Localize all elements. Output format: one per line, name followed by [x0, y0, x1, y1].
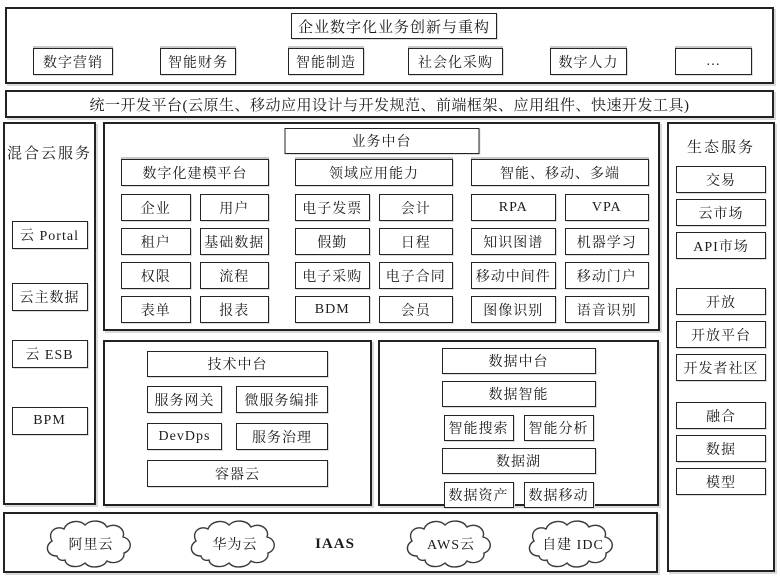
- app-box-digital-hr: 数字人力: [550, 48, 627, 75]
- unified-dev-platform-banner: 统一开发平台(云原生、移动应用设计与开发规范、前端框架、应用组件、快速开发工具): [5, 90, 774, 118]
- cell-attendance: 假勤: [295, 228, 370, 255]
- hybrid-cloud-panel: [3, 122, 96, 505]
- cell-microservice-orchestration: 微服务编排: [236, 386, 328, 413]
- group-row: [121, 194, 269, 221]
- hybrid-cloud-title: 混合云服务: [6, 146, 92, 162]
- tech-midplatform-title: 技术中台: [147, 351, 328, 377]
- intelligent-mobile-group: [471, 159, 649, 330]
- cell-report: 报表: [200, 296, 270, 323]
- eco-services-panel: [667, 122, 775, 572]
- cell-process: 流程: [200, 262, 270, 289]
- cell-mobile-portal: 移动门户: [565, 262, 650, 289]
- data-row: [444, 415, 594, 441]
- cloud-aws: [401, 518, 501, 570]
- cloud-aliyun-label: 阿里云: [68, 538, 114, 553]
- cell-eprocurement: 电子采购: [295, 262, 370, 289]
- group-row: [295, 296, 453, 323]
- cell-data-lake: 数据湖: [442, 448, 596, 474]
- cell-permission: 权限: [121, 262, 191, 289]
- iaas-label: IAAS: [315, 536, 355, 552]
- eco-model-box: 模型: [676, 468, 766, 495]
- group-row: [295, 228, 453, 255]
- group-row: [121, 228, 269, 255]
- eco-open-box: 开放: [676, 288, 766, 315]
- cell-container-cloud: 容器云: [147, 460, 328, 487]
- cell-form: 表单: [121, 296, 191, 323]
- app-box-ellipsis: …: [675, 48, 752, 75]
- cloud-portal-box: 云 Portal: [12, 221, 88, 249]
- business-innovation-panel: [5, 7, 774, 84]
- business-innovation-title: 企业数字化业务创新与重构: [291, 13, 497, 39]
- cell-enterprise: 企业: [121, 194, 191, 221]
- group-row: [471, 228, 649, 255]
- domain-capability-group: [295, 159, 453, 330]
- group-row: [471, 262, 649, 289]
- cell-user: 用户: [200, 194, 270, 221]
- eco-fusion-box: 融合: [676, 402, 766, 429]
- iaas-bar: [3, 512, 658, 573]
- cell-service-gateway: 服务网关: [147, 386, 222, 413]
- tech-row: [147, 386, 328, 413]
- cell-tenant: 租户: [121, 228, 191, 255]
- cell-mobile-middleware: 移动中间件: [471, 262, 556, 289]
- cloud-huawei-label: 华为云: [212, 538, 258, 553]
- app-box-digital-marketing: 数字营销: [33, 48, 113, 75]
- business-midplatform-title: 业务中台: [284, 128, 479, 154]
- data-midplatform-title: 数据中台: [442, 348, 596, 374]
- cell-schedule: 日程: [379, 228, 454, 255]
- cell-image-recognition: 图像识别: [471, 296, 556, 323]
- cell-member: 会员: [379, 296, 454, 323]
- cell-smart-analysis: 智能分析: [524, 415, 594, 441]
- eco-data-box: 数据: [676, 435, 766, 462]
- cell-data-assets: 数据资产: [444, 482, 514, 508]
- eco-trade-box: 交易: [676, 166, 766, 193]
- group-row: [471, 194, 649, 221]
- eco-services-title: 生态服务: [686, 140, 755, 156]
- cell-speech-recognition: 语音识别: [565, 296, 650, 323]
- app-box-smart-manufacturing: 智能制造: [288, 48, 364, 75]
- cell-bdm: BDM: [295, 296, 370, 323]
- eco-open-platform-box: 开放平台: [676, 321, 766, 348]
- cloud-esb-box: 云 ESB: [12, 340, 88, 368]
- group-row: [121, 262, 269, 289]
- domain-capability-header: 领域应用能力: [295, 159, 453, 186]
- group-row: [295, 194, 453, 221]
- cloud-huawei: [185, 518, 285, 570]
- cloud-aws-label: AWS云: [427, 538, 475, 553]
- cell-einvoice: 电子发票: [295, 194, 370, 221]
- app-box-smart-finance: 智能财务: [160, 48, 236, 75]
- cell-data-intelligence: 数据智能: [442, 381, 596, 407]
- cloud-master-data-box: 云主数据: [12, 283, 88, 311]
- cell-data-mobility: 数据移动: [524, 482, 594, 508]
- cell-econtract: 电子合同: [379, 262, 454, 289]
- eco-cloud-market-box: 云市场: [676, 199, 766, 226]
- cloud-aliyun: [41, 518, 141, 570]
- eco-developer-community-box: 开发者社区: [676, 354, 766, 381]
- cell-devops: DevDps: [147, 423, 222, 450]
- group-row: [471, 296, 649, 323]
- cell-rpa: RPA: [471, 194, 556, 221]
- business-midplatform-panel: [103, 122, 660, 331]
- data-midplatform-panel: [378, 340, 659, 506]
- cell-machine-learning: 机器学习: [565, 228, 650, 255]
- modeling-platform-group: [121, 159, 269, 330]
- tech-midplatform-panel: [103, 340, 372, 506]
- cloud-self-built-idc: [523, 518, 623, 570]
- group-row: [295, 262, 453, 289]
- cloud-idc-label: 自建 IDC: [542, 538, 604, 553]
- app-box-social-procurement: 社会化采购: [408, 48, 503, 75]
- cell-accounting: 会计: [379, 194, 454, 221]
- modeling-platform-header: 数字化建模平台: [121, 159, 269, 186]
- intelligent-mobile-header: 智能、移动、多端: [471, 159, 649, 186]
- cell-vpa: VPA: [565, 194, 650, 221]
- eco-api-market-box: API市场: [676, 232, 766, 259]
- cell-base-data: 基础数据: [200, 228, 270, 255]
- cell-service-governance: 服务治理: [236, 423, 328, 450]
- cell-knowledge-graph: 知识图谱: [471, 228, 556, 255]
- tech-row: [147, 423, 328, 450]
- bpm-box: BPM: [12, 407, 88, 435]
- group-row: [121, 296, 269, 323]
- data-row: [444, 482, 594, 508]
- cell-smart-search: 智能搜索: [444, 415, 514, 441]
